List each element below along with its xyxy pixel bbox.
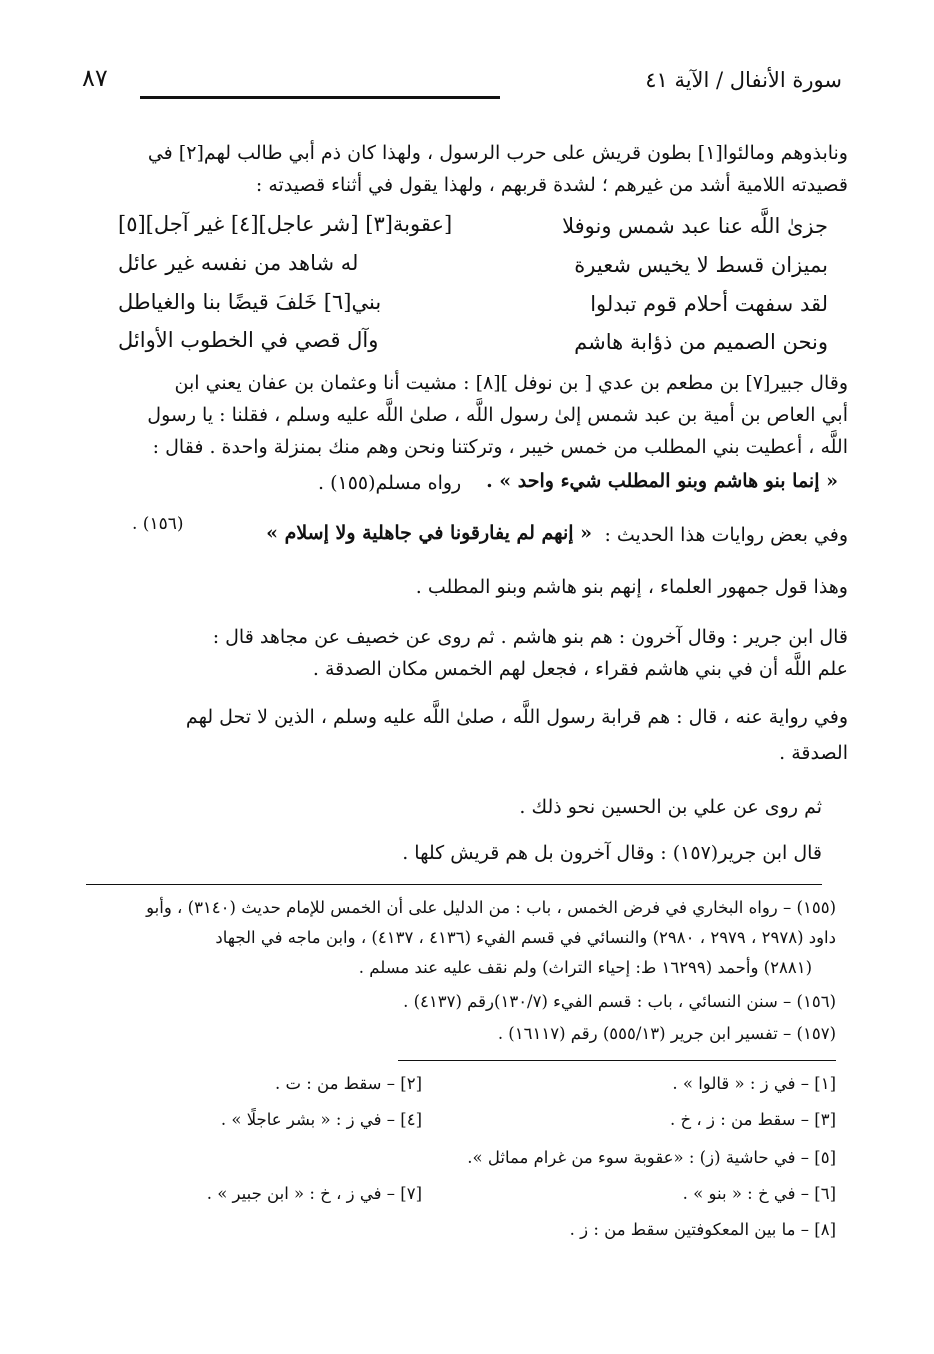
hadith-2-reference: (١٥٦) . bbox=[132, 514, 184, 534]
variant-note-5: [٥] – في حاشية (ز) : «عقوبة سوء من غرام مماثل ». bbox=[467, 1148, 836, 1167]
variant-note-3: [٣] – سقط من : ز ، خ . bbox=[670, 1110, 836, 1129]
riwayat-prefix: وفي بعض روايات هذا الحديث : bbox=[604, 524, 848, 546]
variant-note-2: [٢] – سقط من : ت . bbox=[274, 1074, 422, 1093]
riwaya2-line-1: وفي رواية عنه ، قال : هم قرابة رسول اللَّه ، صلىٰ اللَّه عليه وسلم ، الذين لا تحل لهم bbox=[185, 706, 848, 728]
hadith-2-text: « إنهم لم يفارقونا في جاهلية ولا إسلام » bbox=[266, 522, 592, 544]
verse-3-right: لقد سفهت أحلام قوم تبدلوا bbox=[590, 292, 828, 316]
hadith-1-text: « إنما بنو هاشم وبنو المطلب شيء واحد » . bbox=[486, 470, 838, 492]
ibnjarir-line-1: قال ابن جرير : وقال آخرون : هم بنو هاشم . ثم روى عن خصيف عن مجاهد قال : bbox=[212, 626, 848, 648]
variant-note-1: [١] – في ز : « قالوا » . bbox=[672, 1074, 836, 1093]
verse-1-right: جزىٰ اللَّه عنا عبد شمس ونوفلا bbox=[562, 214, 828, 238]
footnote-155-line-1: (١٥٥) – رواه البخاري في فرض الخمس ، باب : من الدليل على أن الخمس للإمام حديث (٣١٤٠) ، وأبو bbox=[146, 898, 836, 917]
intro-line-2: قصيدته اللامية أشد من غيرهم ؛ لشدة قربهم ، ولهذا يقول في أثناء قصيدته : bbox=[255, 174, 848, 196]
jumhur-line: وهذا قول جمهور العلماء ، إنهم بنو هاشم وبنو المطلب . bbox=[415, 576, 848, 598]
ali-line: ثم روى عن علي بن الحسين نحو ذلك . bbox=[519, 796, 822, 818]
footnote-155-line-3: (٢٨٨١) وأحمد (١٦٢٩٩ ط: إحياء التراث) ولم نقف عليه عند مسلم . bbox=[358, 958, 812, 977]
footnote-156: (١٥٦) – سنن النسائي ، باب : قسم الفيء (١٣٠/٧)رقم (٤١٣٧) . bbox=[403, 992, 836, 1011]
ibnjarir-line-2: علم اللَّه أن في بني هاشم فقراء ، فجعل لهم الخمس مكان الصدقة . bbox=[312, 658, 848, 680]
variants-separator bbox=[398, 1060, 836, 1061]
jubair-line-3: اللَّه ، أعطيت بني المطلب من خمس خيبر ، وتركتنا ونحن وهم منك بمنزلة واحدة . فقال : bbox=[152, 436, 848, 458]
hadith-1-reference: رواه مسلم(١٥٥) . bbox=[318, 472, 462, 494]
verse-2-right: بميزان قسط لا يخيس شعيرة bbox=[574, 253, 828, 277]
verse-4-right: ونحن الصميم من ذؤابة هاشم bbox=[574, 330, 828, 354]
footnote-separator bbox=[86, 884, 822, 885]
quraysh-line: قال ابن جرير(١٥٧) : وقال آخرون بل هم قريش كلها . bbox=[402, 842, 822, 864]
footnote-155-line-2: داود (٢٩٧٨ ، ٢٩٧٩ ، ٢٩٨٠) والنسائي في قسم الفيء (٤١٣٦ ، ٤١٣٧) ، وابن ماجه في الجهاد bbox=[215, 928, 836, 947]
running-header-title: سورة الأنفال / الآية ٤١ bbox=[645, 68, 842, 92]
header-rule bbox=[140, 96, 500, 99]
variant-note-7: [٧] – في ز ، خ : « ابن جبير » . bbox=[206, 1184, 422, 1203]
riwaya2-line-2: الصدقة . bbox=[779, 742, 848, 764]
variant-note-8: [٨] – ما بين المعكوفتين سقط من : ز . bbox=[569, 1220, 836, 1239]
jubair-line-2: أبي العاص بن أمية بن عبد شمس إلىٰ رسول اللَّه ، صلىٰ اللَّه عليه وسلم ، فقلنا : يا رسول bbox=[147, 404, 848, 426]
variant-note-4: [٤] – في ز : « بشر عاجلًا » . bbox=[220, 1110, 422, 1129]
jubair-line-1: وقال جبير[٧] بن مطعم بن عدي [ بن نوفل ][٨] : مشيت أنا وعثمان بن عفان يعني ابن bbox=[174, 372, 848, 394]
page-number: ٨٧ bbox=[82, 64, 108, 92]
intro-line-1: ونابذوهم ومالئوا[١] بطون قريش على حرب الرسول ، ولهذا كان ذم أبي طالب لهم[٢] في bbox=[147, 142, 848, 164]
verse-1-left: [عقوبة[٣] [شر عاجل][٤] غير آجل][٥] bbox=[118, 212, 453, 236]
footnote-157: (١٥٧) – تفسير ابن جرير (٥٥٥/١٣) رقم (١٦١١٧) . bbox=[497, 1024, 836, 1043]
verse-3-left: بني[٦] خَلفَ قيضًا بنا والغياطل bbox=[118, 290, 382, 314]
verse-4-left: وآل قصي في الخطوب الأوائل bbox=[118, 328, 379, 352]
variant-note-6: [٦] – في خ : « بنو » . bbox=[682, 1184, 836, 1203]
verse-2-left: له شاهد من نفسه غير عائل bbox=[118, 251, 359, 275]
